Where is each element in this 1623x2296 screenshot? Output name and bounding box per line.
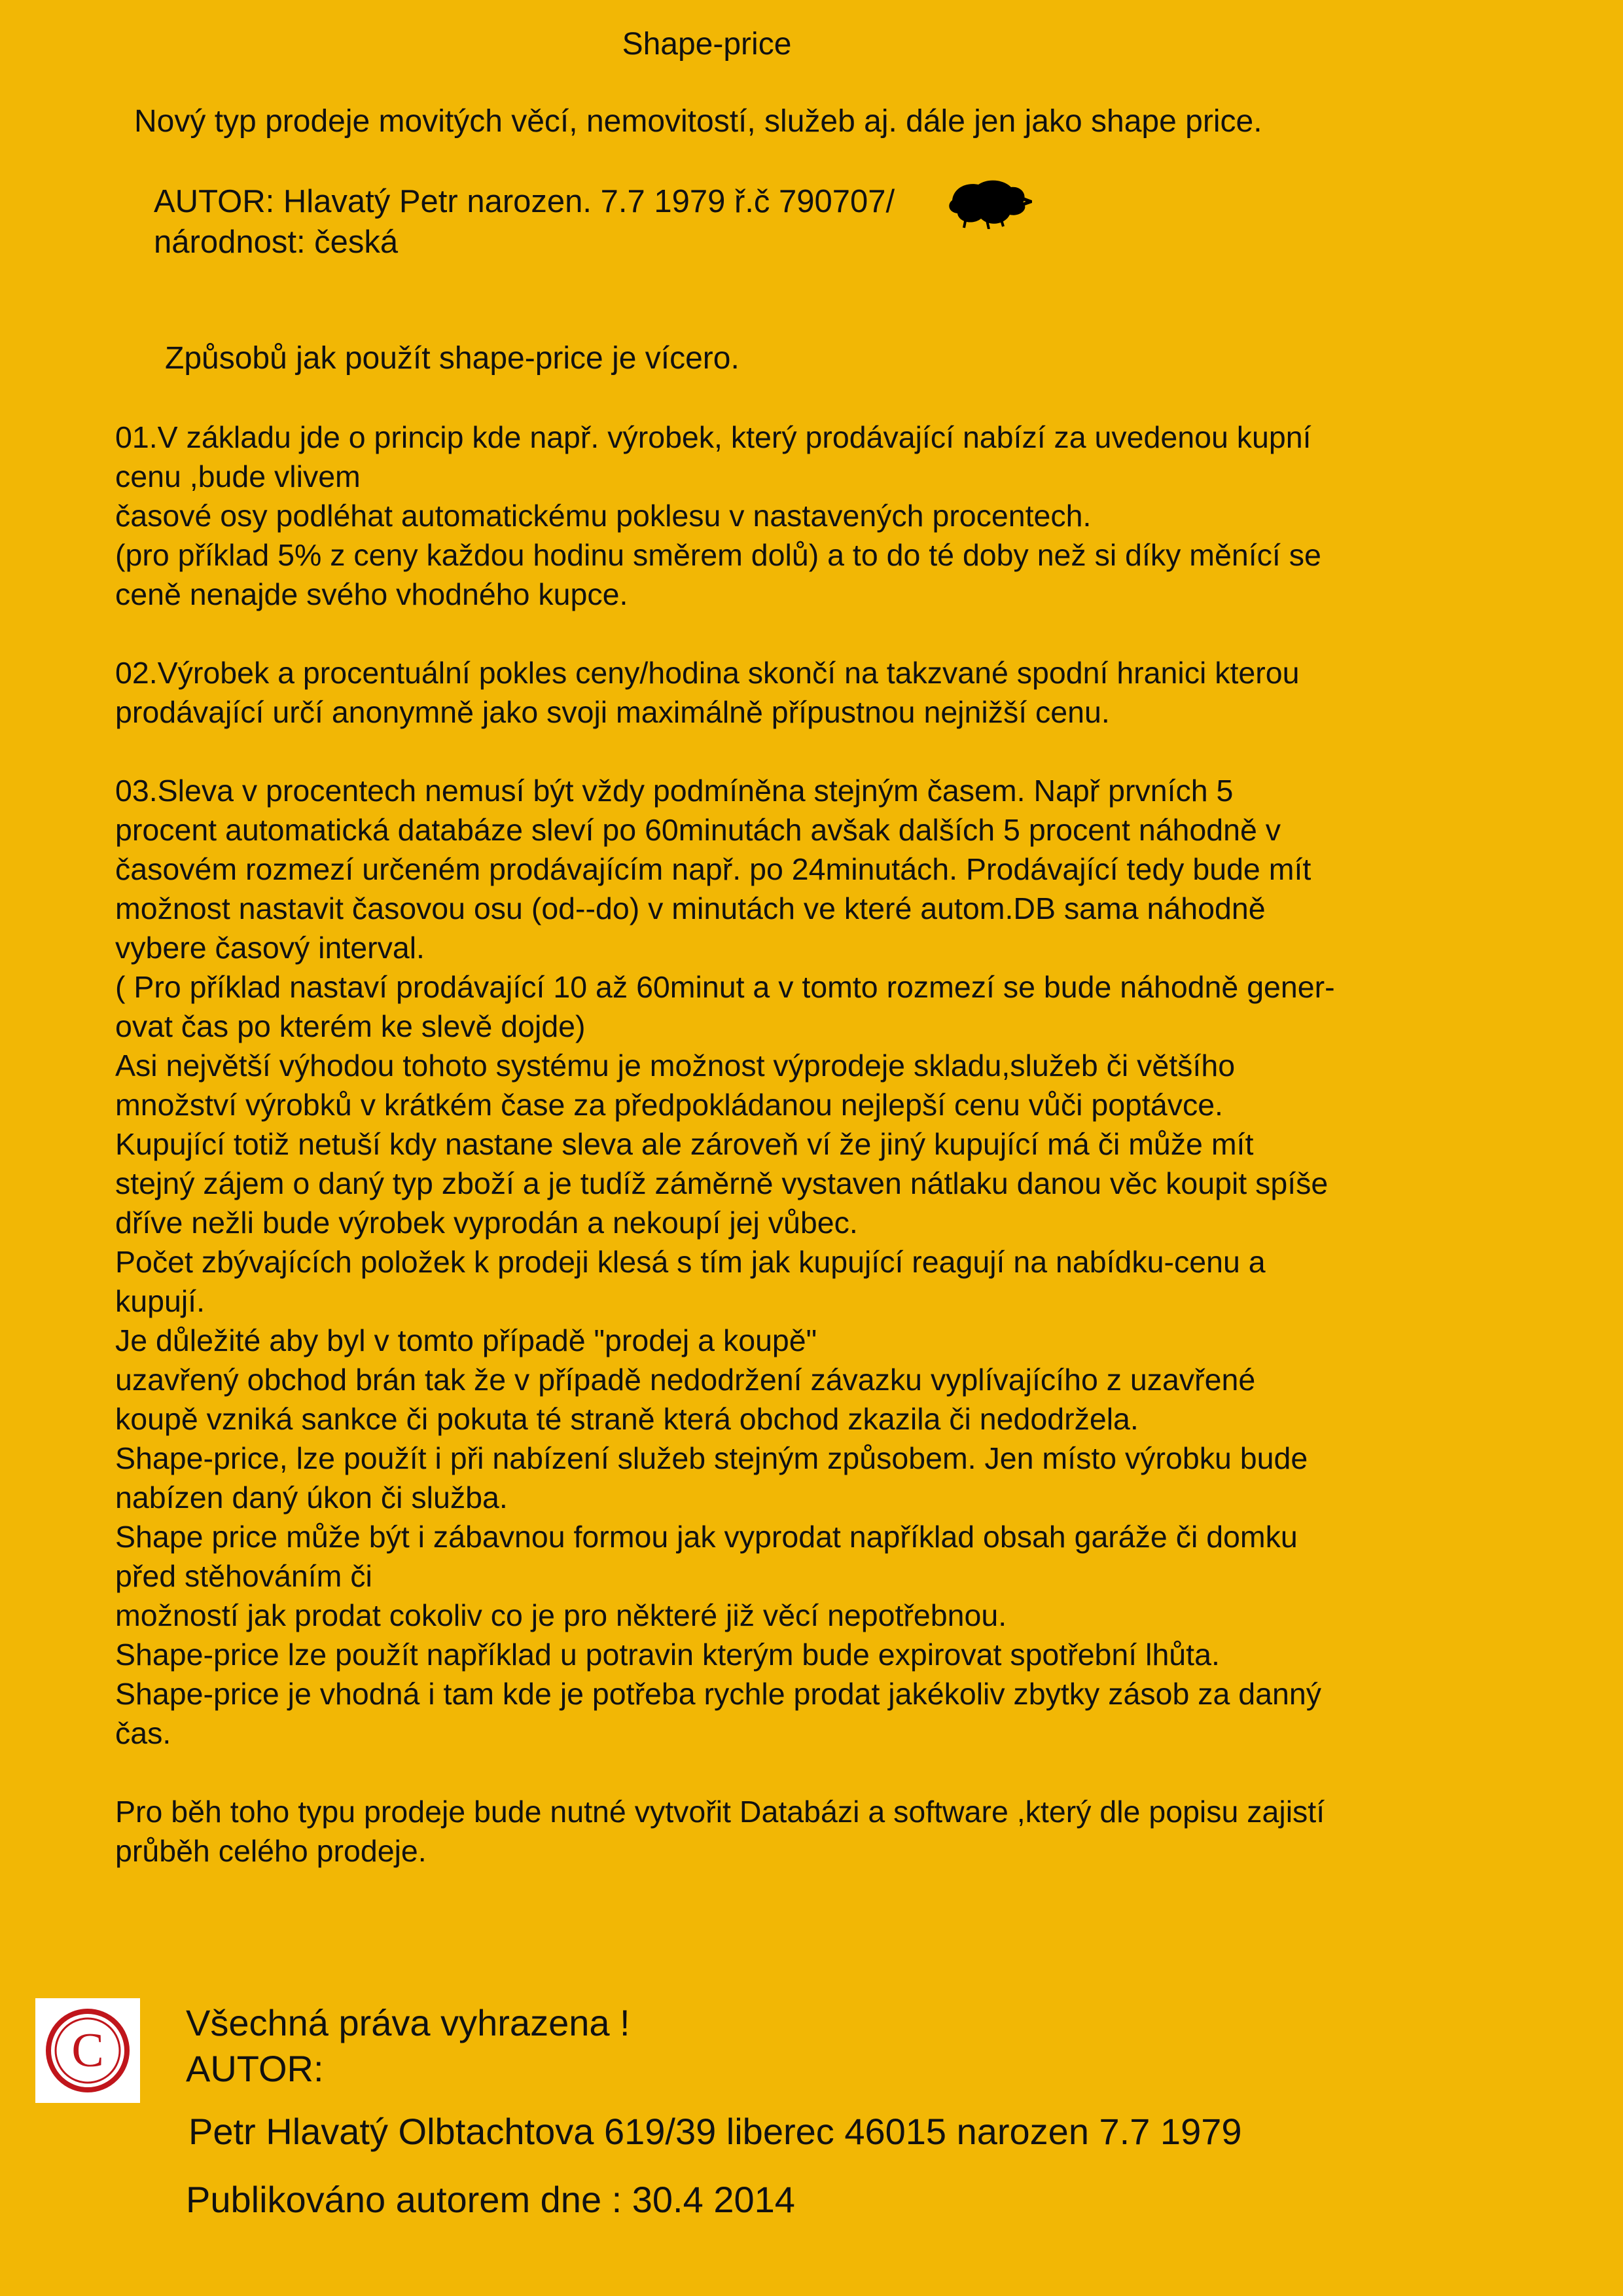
body-line: koupě vzniká sankce či pokuta té straně která obchod zkazila či nedodržela. xyxy=(115,1402,1139,1436)
body-line: množství výrobků v krátkém čase za předpokládanou nejlepší cenu vůči poptávce. xyxy=(115,1088,1223,1122)
body-line: stejný zájem o daný typ zboží a je tudíž záměrně vystaven nátlaku danou věc koupit spíše xyxy=(115,1166,1329,1200)
nationality-line: národnost: česká xyxy=(154,224,399,260)
body-line: Pro běh toho typu prodeje bude nutné vytvořit Databázi a software ,který dle popisu zajistí xyxy=(115,1795,1325,1829)
copyright-symbol: C xyxy=(71,2024,104,2077)
body-line: cenu ,bude vlivem xyxy=(115,459,361,493)
body-line: ceně nenajde svého vhodného kupce. xyxy=(115,577,628,611)
body-line: 02.Výrobek a procentuální pokles ceny/hodina skončí na takzvané spodní hranici kterou xyxy=(115,656,1300,690)
copyright-logo xyxy=(35,1998,140,2103)
body-line: prodávající určí anonymně jako svoji maximálně přípustnou nejnižší cenu. xyxy=(115,695,1110,729)
body-line: Je důležité aby byl v tomto případě "prodej a koupě" xyxy=(115,1323,817,1357)
body-line: čas. xyxy=(115,1716,171,1750)
paragraph-gap xyxy=(115,614,1516,653)
body-line: průběh celého prodeje. xyxy=(115,1834,427,1868)
body-line: Shape-price lze použít například u potravin kterým bude expirovat spotřební lhůta. xyxy=(115,1638,1220,1672)
body-text xyxy=(115,418,1516,1871)
body-line: (pro příklad 5% z ceny každou hodinu směrem dolů) a to do té doby než si díky měnící se xyxy=(115,538,1321,572)
copyright-icon xyxy=(35,1998,140,2103)
author-label: AUTOR: xyxy=(186,2048,324,2089)
body-line: časové osy podléhat automatickému poklesu v nastavených procentech. xyxy=(115,499,1092,533)
body-line: možností jak prodat cokoliv co je pro některé již věcí nepotřebnou. xyxy=(115,1598,1007,1632)
body-line: Asi největší výhodou tohoto systému je možnost výprodeje skladu,služeb či většího xyxy=(115,1049,1236,1083)
intro-text: Nový typ prodeje movitých věcí, nemovitostí, služeb aj. dále jen jako shape price. xyxy=(134,104,1262,139)
body-line: dříve nežli bude výrobek vyprodán a nekoupí jej vůbec. xyxy=(115,1206,858,1240)
body-line: uzavřený obchod brán tak že v případě nedodržení závazku vyplívajícího z uzavřené xyxy=(115,1363,1256,1397)
body-line: 01.V základu jde o princip kde např. výrobek, který prodávající nabízí za uvedenou kupní xyxy=(115,420,1311,454)
body-line: Kupující totiž netuší kdy nastane sleva ale zároveň ví že jiný kupující má či může mít xyxy=(115,1127,1254,1161)
body-line: Shape-price je vhodná i tam kde je potřeba rychle prodat jakékoliv zbytky zásob za danný xyxy=(115,1677,1321,1711)
body-line: nabízen daný úkon či služba. xyxy=(115,1480,508,1515)
body-line: Počet zbývajících položek k prodeji klesá s tím jak kupující reagují na nabídku-cenu a xyxy=(115,1245,1266,1279)
body-line: před stěhováním či xyxy=(115,1559,372,1593)
body-line: ( Pro příklad nastaví prodávající 10 až 60minut a v tomto rozmezí se bude náhodně gener- xyxy=(115,970,1335,1004)
body-line: možnost nastavit časovou osu (od--do) v minutách ve které autom.DB sama náhodně xyxy=(115,891,1266,925)
paragraph-gap xyxy=(115,732,1516,771)
rights-reserved: Všechná práva vyhrazena ! xyxy=(186,2002,630,2043)
section-heading: Způsobů jak použít shape-price je vícero. xyxy=(165,341,740,376)
published-date: Publikováno autorem dne : 30.4 2014 xyxy=(186,2179,795,2220)
body-line: vybere časový interval. xyxy=(115,931,425,965)
paragraph-gap xyxy=(115,1753,1516,1792)
page-title: Shape-price xyxy=(622,27,792,62)
body-line: Shape price může být i zábavnou formou jak vyprodat například obsah garáže či domku xyxy=(115,1520,1298,1554)
body-line: Shape-price, lze použít i při nabízení služeb stejným způsobem. Jen místo výrobku bude xyxy=(115,1441,1308,1475)
body-line: procent automatická databáze sleví po 60minutách avšak dalších 5 procent náhodně v xyxy=(115,813,1281,847)
body-line: časovém rozmezí určeném prodávajícím např. po 24minutách. Prodávající tedy bude mít xyxy=(115,852,1311,886)
author-address: Petr Hlavatý Olbtachtova 619/39 liberec 46015 narozen 7.7 1979 xyxy=(188,2111,1242,2152)
body-line: ovat čas po kterém ke slevě dojde) xyxy=(115,1009,586,1043)
body-line: 03.Sleva v procentech nemusí být vždy podmíněna stejným časem. Např prvních 5 xyxy=(115,774,1234,808)
author-line: AUTOR: Hlavatý Petr narozen. 7.7 1979 ř.č 790707/ xyxy=(154,184,895,219)
redaction-mark xyxy=(947,174,1032,229)
body-line: kupují. xyxy=(115,1284,205,1318)
